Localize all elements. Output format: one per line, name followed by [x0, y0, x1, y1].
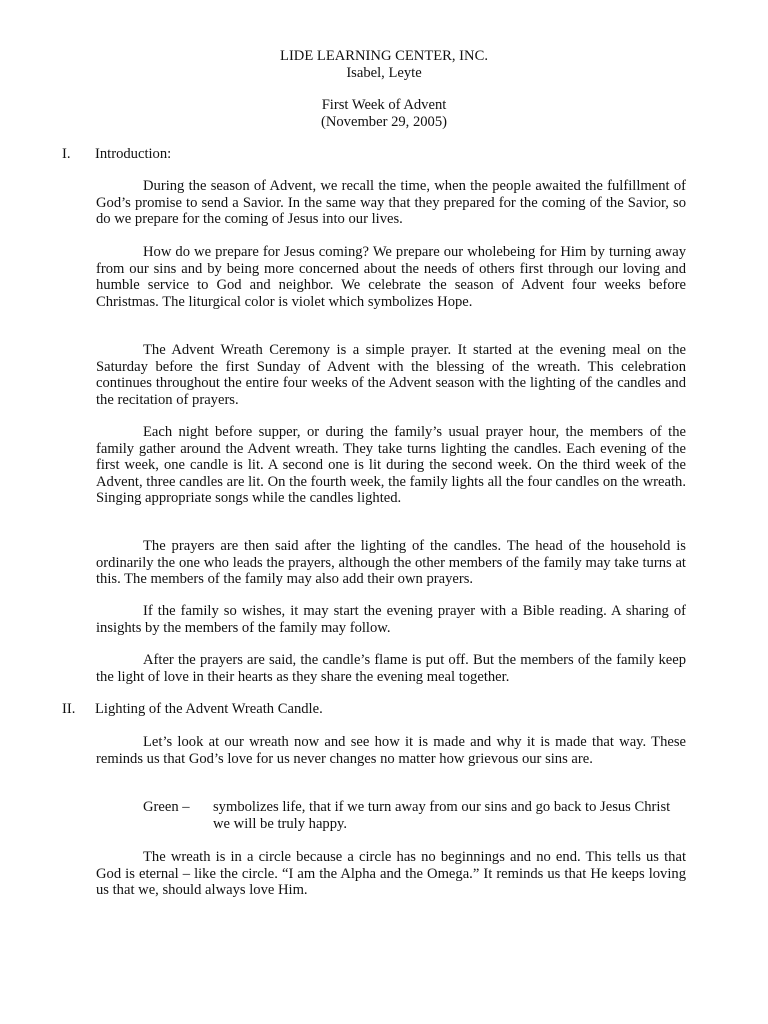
- document-date: (November 29, 2005): [320, 113, 448, 130]
- color-definition: [143, 799, 688, 832]
- paragraph: During the season of Advent, we recall the time, when the people awaited the fulfillment of God’s promise to send a Savior. In the same way that they prepared for the coming of the Savior, so do we prepare for the coming of Jesus into our lives.: [96, 178, 686, 228]
- section-title: Lighting of the Advent Wreath Candle.: [95, 701, 323, 717]
- paragraph: How do we prepare for Jesus coming? We prepare our wholebeing for Him by turning away from our sins and by being more concerned about the needs of others first through our loving and humble service to God and neighbor. We celebrate the season of Advent four weeks before Christmas. The liturgical color is violet which symbolizes Hope.: [96, 244, 686, 310]
- definition-term: Green –: [143, 799, 190, 815]
- section-numeral: II.: [62, 701, 76, 717]
- section-numeral: I.: [62, 146, 71, 162]
- document-title-block: [0, 97, 768, 130]
- section-heading-introduction: [62, 146, 702, 163]
- paragraph: The wreath is in a circle because a circle has no beginnings and no end. This tells us that God is eternal – like the circle. “I am the Alpha and the Omega.” It reminds us that He keeps loving us that we, should always love Him.: [96, 849, 686, 899]
- definition-description: symbolizes life, that if we turn away from our sins and go back to Jesus Christ we will be truly happy.: [213, 799, 671, 832]
- section-title: Introduction:: [95, 146, 172, 162]
- document-header: [0, 48, 768, 81]
- organization-location: Isabel, Leyte: [346, 64, 422, 81]
- paragraph: If the family so wishes, it may start the evening prayer with a Bible reading. A sharing of insights by the members of the family may follow.: [96, 603, 686, 636]
- paragraph: Let’s look at our wreath now and see how it is made and why it is made that way. These reminds us that God’s love for us never changes no matter how grievous our sins are.: [96, 734, 686, 767]
- organization-name: LIDE LEARNING CENTER, INC.: [280, 48, 488, 64]
- paragraph: Each night before supper, or during the family’s usual prayer hour, the members of the family gather around the Advent wreath. They take turns lighting the candles. Each evening of the first week, one candle is lit. A second one is lit during the second week. On the third week of the Advent, three candles are lit. On the fourth week, the family lights all the four candles on the wreath. Singing appropriate songs while the candles lighted.: [96, 424, 686, 507]
- document-title: First Week of Advent: [321, 97, 447, 113]
- paragraph: The prayers are then said after the lighting of the candles. The head of the household is ordinarily the one who leads the prayers, although the other members of the family may take turns at this. The members of the family may also add their own prayers.: [96, 538, 686, 588]
- paragraph: The Advent Wreath Ceremony is a simple prayer. It started at the evening meal on the Saturday before the first Sunday of Advent with the blessing of the wreath. This celebration continues throughout the entire four weeks of the Advent season with the lighting of the candles and the recitation of prayers.: [96, 342, 686, 408]
- section-heading-lighting: [62, 701, 702, 718]
- paragraph: After the prayers are said, the candle’s flame is put off. But the members of the family keep the light of love in their hearts as they share the evening meal together.: [96, 652, 686, 685]
